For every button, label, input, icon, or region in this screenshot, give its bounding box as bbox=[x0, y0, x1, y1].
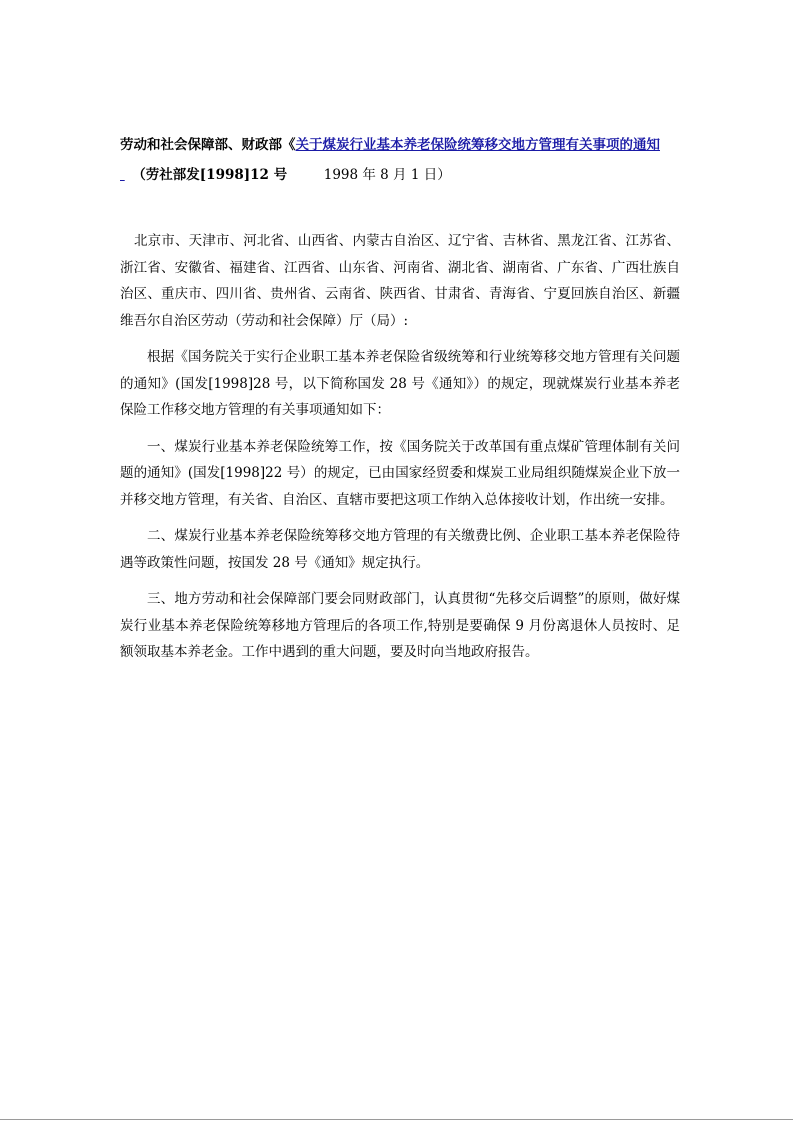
notice-title-link[interactable]: 关于煤炭行业基本养老保险统筹移交地方管理有关事项的通知 bbox=[295, 137, 660, 153]
issue-date: 1998 年 8 月 1 日） bbox=[323, 167, 451, 183]
title-link-continuation[interactable] bbox=[120, 167, 128, 183]
doc-number: （劳社部发[1998]12 号 bbox=[132, 167, 288, 183]
document-title bbox=[120, 133, 680, 153]
addressees-paragraph: 北京市、天津市、河北省、山西省、内蒙古自治区、辽宁省、吉林省、黑龙江省、江苏省、浙江省、安徽省、福建省、江西省、山东省、河南省、湖北省、湖南省、广东省、广西壮族自治区、重庆市、四川省、贵州省、云南省、陕西省、甘肃省、青海省、宁夏回族自治区、新疆维吾尔自治区劳动（劳动和社会保障）厅（局）: bbox=[120, 233, 680, 329]
item-3-paragraph: 三、地方劳动和社会保障部门要会同财政部门，认真贯彻“先移交后调整”的原则，做好煤炭行业基本养老保险统筹移地方管理后的各项工作,特别是要确保 9 月份离退休人员按时、足额领取基本养老金。工作中遇到的重大问题，要及时向当地政府报告。 bbox=[120, 591, 680, 660]
item-1-paragraph: 一、煤炭行业基本养老保险统筹工作，按《国务院关于改革国有重点煤矿管理体制有关问题的通知》(国发[1998]22 号）的规定，已由国家经贸委和煤炭工业局组织随煤炭企业下放一并移交地方管理，有关省、自治区、直辖市要把这项工作纳入总体接收计划，作出统一安排。 bbox=[120, 438, 680, 508]
document-body bbox=[120, 228, 680, 676]
page-bottom-rule bbox=[0, 1119, 793, 1120]
document-reference bbox=[120, 163, 451, 183]
item-2-paragraph: 二、煤炭行业基本养老保险统筹移交地方管理的有关缴费比例、企业职工基本养老保险待遇等政策性问题，按国发 28 号《通知》规定执行。 bbox=[120, 528, 680, 571]
issuers-label: 劳动和社会保障部、财政部《 bbox=[120, 137, 296, 153]
intro-paragraph: 根据《国务院关于实行企业职工基本养老保险省级统筹和行业统筹移交地方管理有关问题的通知》(国发[1998]28 号，以下简称国发 28 号《通知》）的规定，现就煤炭行业基本养老保险工作移交地方管理的有关事项通知如下： bbox=[120, 349, 680, 418]
